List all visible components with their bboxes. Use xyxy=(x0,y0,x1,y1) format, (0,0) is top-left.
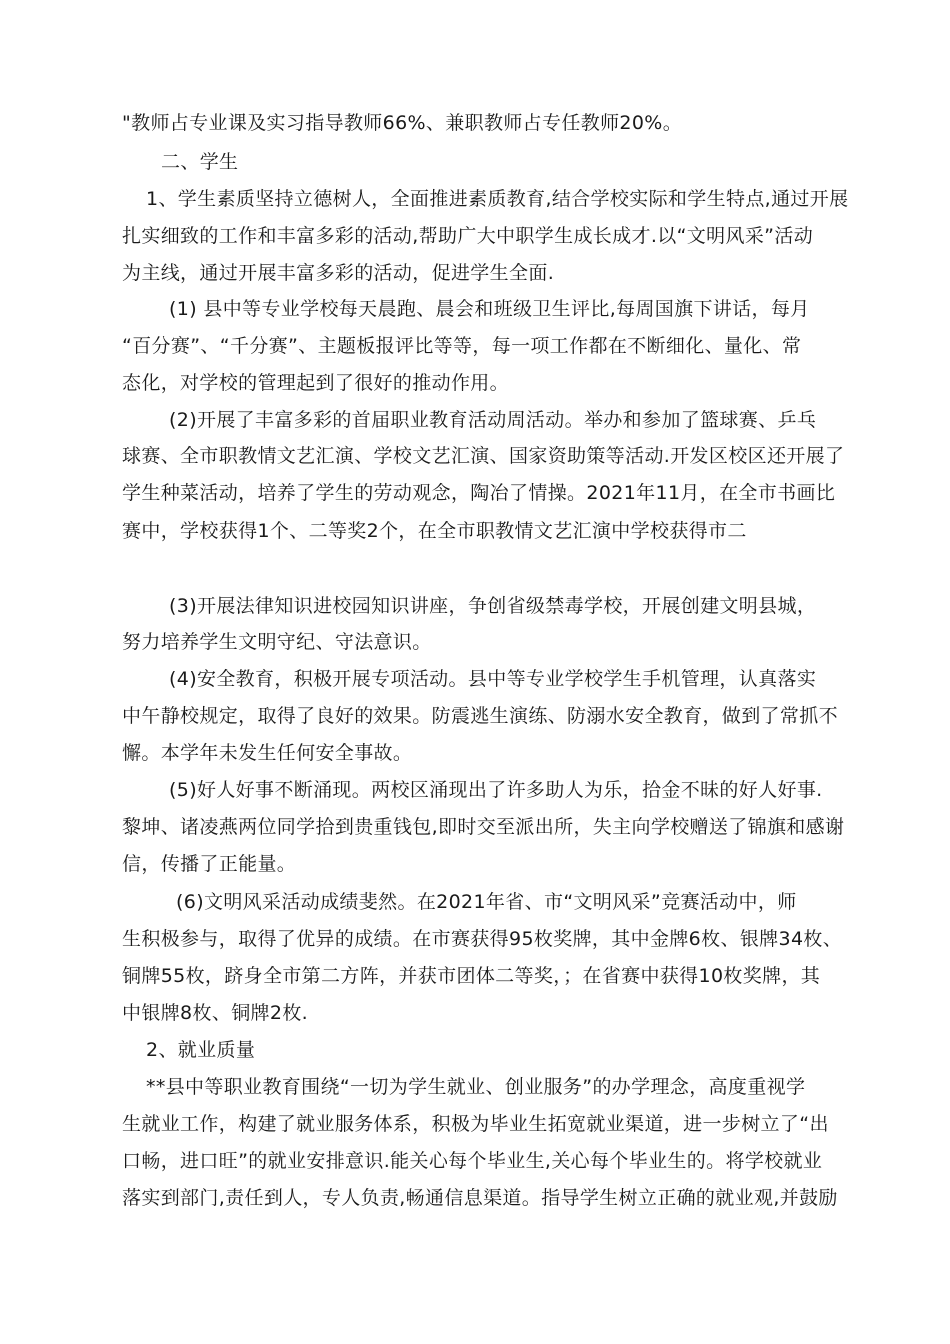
text-line: 信，传播了正能量。 xyxy=(122,853,297,875)
text-line: 扎实细致的工作和丰富多彩的活动,帮助广大中职学生成长成才.以“文明风采”活动 xyxy=(122,225,814,247)
text-line: (2)开展了丰富多彩的首届职业教育活动周活动。举办和参加了篮球赛、乒乓 xyxy=(169,409,817,431)
text-line: (4)安全教育，积极开展专项活动。县中等专业学校学生手机管理，认真落实 xyxy=(169,668,817,690)
text-line: 努力培养学生文明守纪、守法意识。 xyxy=(122,631,432,653)
text-line: 学生种菜活动，培养了学生的劳动观念，陶冶了情操。2021年11月，在全市书画比 xyxy=(122,482,836,504)
text-line: 黎坤、诸凌燕两位同学拾到贵重钱包,即时交至派出所，失主向学校赠送了锦旗和感谢 xyxy=(122,816,845,838)
text-line: 落实到部门,责任到人，专人负责,畅通信息渠道。指导学生树立正确的就业观,并鼓励 xyxy=(122,1187,838,1209)
text-line: 赛中，学校获得1个、二等奖2个，在全市职教情文艺汇演中学校获得市二 xyxy=(122,520,747,542)
text-line: 为主线，通过开展丰富多彩的活动，促进学生全面. xyxy=(122,262,555,284)
text-line: 态化，对学校的管理起到了很好的推动作用。 xyxy=(122,372,510,394)
text-line: 懈。本学年未发生任何安全事故。 xyxy=(122,742,413,764)
text-line: (6)文明风采活动成绩斐然。在2021年省、市“文明风采”竞赛活动中，师 xyxy=(176,891,797,913)
text-line: (1) 县中等专业学校每天晨跑、晨会和班级卫生评比,每周国旗下讲话，每月 xyxy=(169,298,810,320)
text-line: 口畅，进口旺”的就业安排意识.能关心每个毕业生,关心每个毕业生的。将学校就业 xyxy=(122,1150,823,1172)
text-line: 生就业工作，构建了就业服务体系，积极为毕业生拓宽就业渠道，进一步树立了“出 xyxy=(122,1113,829,1135)
text-line: 铜牌55枚，跻身全市第二方阵，并获市团体二等奖，；在省赛中获得10枚奖牌，其 xyxy=(122,965,821,987)
subsection-heading-line: 1、学生素质坚持立德树人，全面推进素质教育,结合学校实际和学生特点,通过开展 xyxy=(146,188,849,210)
text-line: 中银牌8枚、铜牌2枚. xyxy=(122,1002,309,1024)
text-line: 中午静校规定，取得了良好的效果。防震逃生演练、防溺水安全教育，做到了常抓不 xyxy=(122,705,838,727)
text-line: 生积极参与，取得了优异的成绩。在市赛获得95枚奖牌，其中金牌6枚、银牌34枚、 xyxy=(122,928,843,950)
text-line: (5)好人好事不断涌现。两校区涌现出了许多助人为乐，拾金不昧的好人好事. xyxy=(169,779,823,801)
text-line: (3)开展法律知识进校园知识讲座，争创省级禁毒学校，开展创建文明县城， xyxy=(169,595,817,617)
text-line: “百分赛”、“千分赛”、主题板报评比等等，每一项工作都在不断细化、量化、常 xyxy=(122,335,802,357)
text-line: **县中等职业教育围绕“一切为学生就业、创业服务”的办学理念，高度重视学 xyxy=(146,1076,806,1098)
section-heading: 二、学生 xyxy=(161,151,239,173)
text-line: "教师占专业课及实习指导教师66%、兼职教师占专任教师20%。 xyxy=(122,112,683,134)
subsection-heading-line: 2、就业质量 xyxy=(146,1039,256,1061)
text-line: 球赛、全市职教情文艺汇演、学校文艺汇演、国家资助策等活动.开发区校区还开展了 xyxy=(122,445,845,467)
